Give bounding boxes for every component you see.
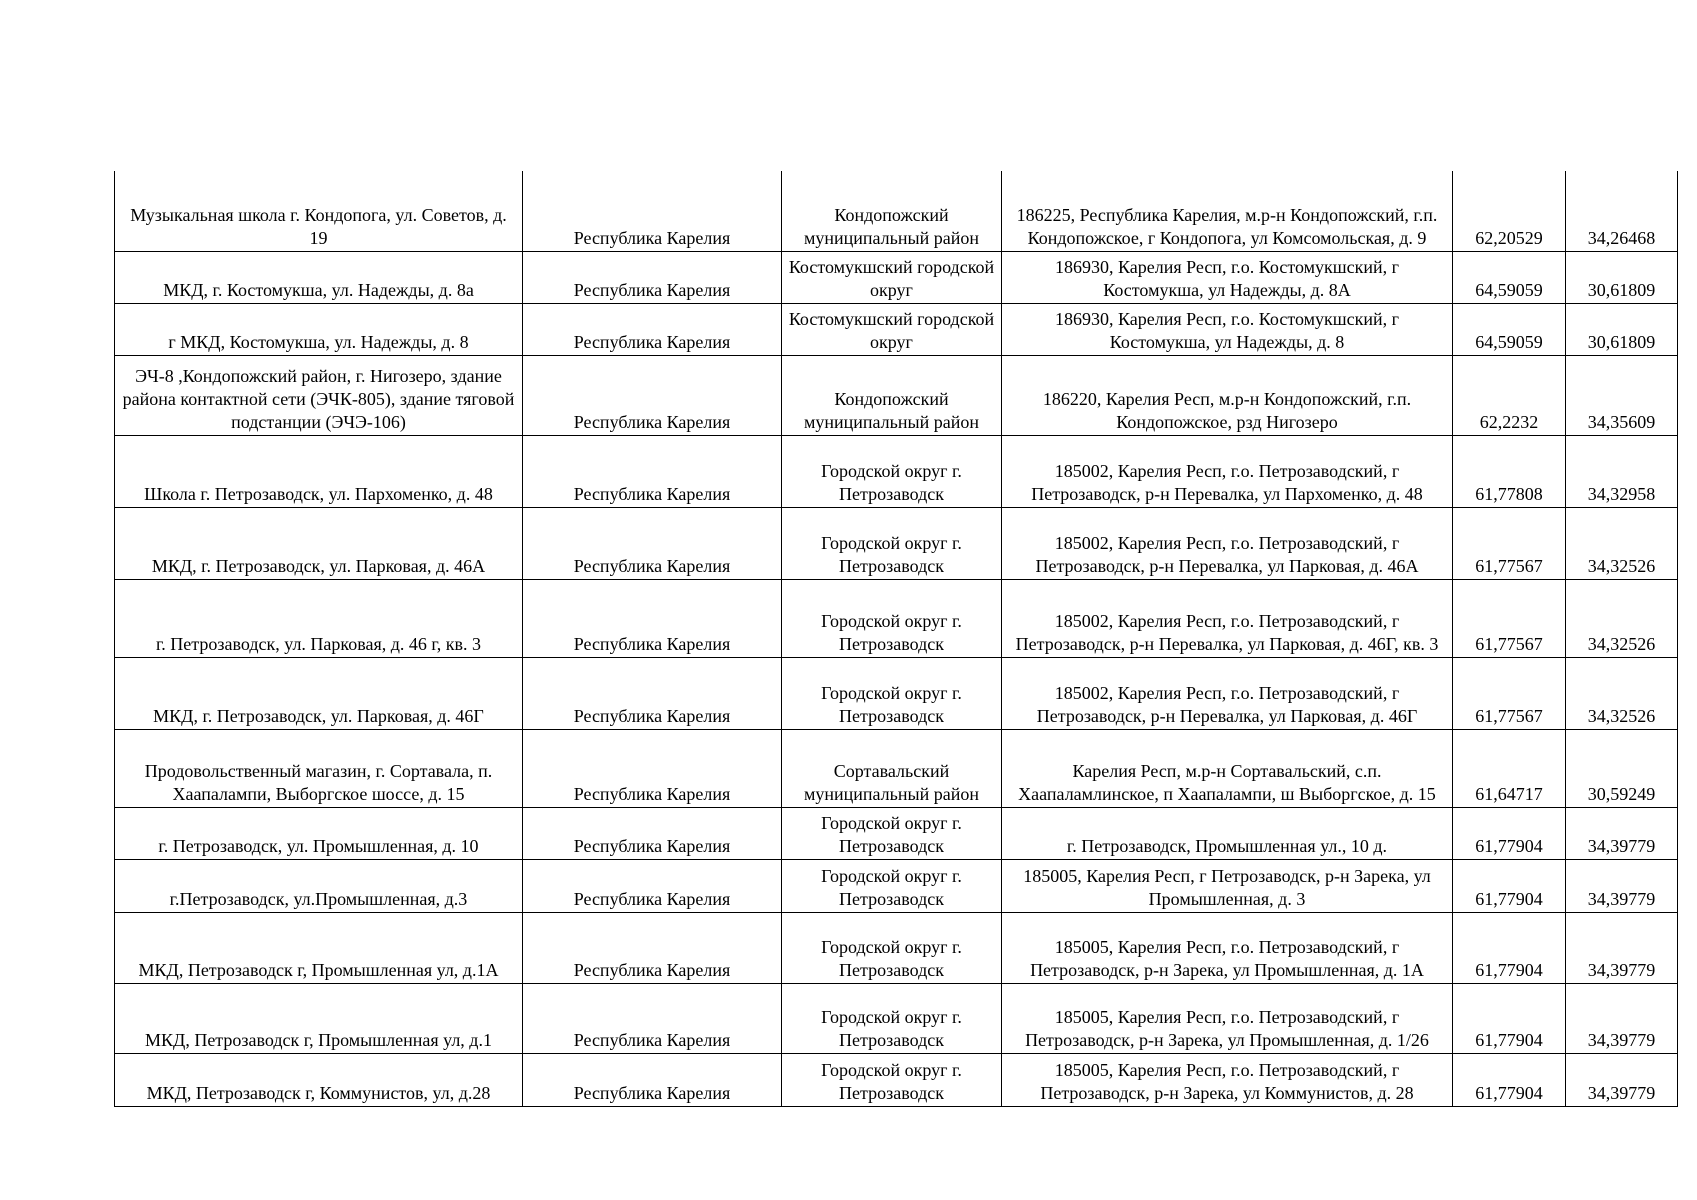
address-cell: 185005, Карелия Респ, г.о. Петрозаводский, г Петрозаводск, р-н Зарека, ул Промышленная, д. 1А — [1002, 912, 1453, 983]
longitude-cell: 34,26468 — [1566, 171, 1678, 251]
latitude-cell: 61,77904 — [1453, 807, 1566, 859]
longitude-cell: 34,39779 — [1566, 1053, 1678, 1106]
region-cell: Республика Карелия — [523, 1053, 782, 1106]
address-cell: 185002, Карелия Респ, г.о. Петрозаводский, г Петрозаводск, р-н Перевалка, ул Парковая, д. 46Г, кв. 3 — [1002, 579, 1453, 657]
address-cell: 185005, Карелия Респ, г Петрозаводск, р-н Зарека, ул Промышленная, д. 3 — [1002, 859, 1453, 912]
longitude-cell: 30,59249 — [1566, 729, 1678, 807]
region-cell: Республика Карелия — [523, 303, 782, 355]
latitude-cell: 64,59059 — [1453, 251, 1566, 303]
district-cell: Городской округ г. Петрозаводск — [782, 807, 1002, 859]
district-cell: Кондопожский муниципальный район — [782, 355, 1002, 435]
object-name-cell: МКД, Петрозаводск г, Коммунистов, ул, д.28 — [115, 1053, 523, 1106]
address-cell: 186930, Карелия Респ, г.о. Костомукшский, г Костомукша, ул Надежды, д. 8 — [1002, 303, 1453, 355]
object-name-cell: МКД, г. Костомукша, ул. Надежды, д. 8а — [115, 251, 523, 303]
longitude-cell: 34,35609 — [1566, 355, 1678, 435]
longitude-cell: 34,32526 — [1566, 579, 1678, 657]
longitude-cell: 34,39779 — [1566, 983, 1678, 1053]
latitude-cell: 61,77904 — [1453, 1053, 1566, 1106]
district-cell: Городской округ г. Петрозаводск — [782, 859, 1002, 912]
district-cell: Костомукшский городской округ — [782, 251, 1002, 303]
address-cell: 186220, Карелия Респ, м.р-н Кондопожский, г.п. Кондопожское, рзд Нигозеро — [1002, 355, 1453, 435]
address-cell: 185005, Карелия Респ, г.о. Петрозаводский, г Петрозаводск, р-н Зарека, ул Коммунистов, д. 28 — [1002, 1053, 1453, 1106]
region-cell: Республика Карелия — [523, 579, 782, 657]
latitude-cell: 61,77808 — [1453, 435, 1566, 507]
latitude-cell: 61,64717 — [1453, 729, 1566, 807]
object-name-cell: г.Петрозаводск, ул.Промышленная, д.3 — [115, 859, 523, 912]
district-cell: Кондопожский муниципальный район — [782, 171, 1002, 251]
region-cell: Республика Карелия — [523, 171, 782, 251]
object-name-cell: МКД, Петрозаводск г, Промышленная ул, д.1 — [115, 983, 523, 1053]
district-cell: Городской округ г. Петрозаводск — [782, 579, 1002, 657]
latitude-cell: 64,59059 — [1453, 303, 1566, 355]
table-row — [115, 435, 1678, 507]
address-cell: 186930, Карелия Респ, г.о. Костомукшский, г Костомукша, ул Надежды, д. 8А — [1002, 251, 1453, 303]
object-name-cell: г. Петрозаводск, ул. Промышленная, д. 10 — [115, 807, 523, 859]
table-row — [115, 657, 1678, 729]
latitude-cell: 61,77904 — [1453, 912, 1566, 983]
object-name-cell: МКД, г. Петрозаводск, ул. Парковая, д. 46А — [115, 507, 523, 579]
region-cell: Республика Карелия — [523, 729, 782, 807]
district-cell: Городской округ г. Петрозаводск — [782, 435, 1002, 507]
longitude-cell: 34,39779 — [1566, 912, 1678, 983]
region-cell: Республика Карелия — [523, 912, 782, 983]
latitude-cell: 61,77567 — [1453, 579, 1566, 657]
table-row — [115, 983, 1678, 1053]
district-cell: Городской округ г. Петрозаводск — [782, 983, 1002, 1053]
object-name-cell: г. Петрозаводск, ул. Парковая, д. 46 г, кв. 3 — [115, 579, 523, 657]
latitude-cell: 61,77567 — [1453, 507, 1566, 579]
region-cell: Республика Карелия — [523, 807, 782, 859]
latitude-cell: 61,77567 — [1453, 657, 1566, 729]
district-cell: Городской округ г. Петрозаводск — [782, 507, 1002, 579]
region-cell: Республика Карелия — [523, 355, 782, 435]
table-row — [115, 729, 1678, 807]
address-cell: 186225, Республика Карелия, м.р-н Кондопожский, г.п. Кондопожское, г Кондопога, ул Комсомольская, д. 9 — [1002, 171, 1453, 251]
table-row — [115, 912, 1678, 983]
longitude-cell: 34,32526 — [1566, 657, 1678, 729]
object-name-cell: г МКД, Костомукша, ул. Надежды, д. 8 — [115, 303, 523, 355]
address-cell: 185002, Карелия Респ, г.о. Петрозаводский, г Петрозаводск, р-н Перевалка, ул Пархоменко, д. 48 — [1002, 435, 1453, 507]
table-row — [115, 355, 1678, 435]
latitude-cell: 62,20529 — [1453, 171, 1566, 251]
table-row — [115, 251, 1678, 303]
region-cell: Республика Карелия — [523, 435, 782, 507]
latitude-cell: 61,77904 — [1453, 859, 1566, 912]
region-cell: Республика Карелия — [523, 251, 782, 303]
address-cell: 185005, Карелия Респ, г.о. Петрозаводский, г Петрозаводск, р-н Зарека, ул Промышленная, д. 1/26 — [1002, 983, 1453, 1053]
table-row — [115, 507, 1678, 579]
district-cell: Городской округ г. Петрозаводск — [782, 1053, 1002, 1106]
longitude-cell: 34,32526 — [1566, 507, 1678, 579]
table-row — [115, 579, 1678, 657]
table-row — [115, 171, 1678, 251]
longitude-cell: 30,61809 — [1566, 303, 1678, 355]
object-name-cell: Продовольственный магазин, г. Сортавала, п. Хаапалампи, Выборгское шоссе, д. 15 — [115, 729, 523, 807]
district-cell: Сортавальский муниципальный район — [782, 729, 1002, 807]
address-cell: г. Петрозаводск, Промышленная ул., 10 д. — [1002, 807, 1453, 859]
object-name-cell: Музыкальная школа г. Кондопога, ул. Советов, д. 19 — [115, 171, 523, 251]
latitude-cell: 62,2232 — [1453, 355, 1566, 435]
region-cell: Республика Карелия — [523, 859, 782, 912]
object-name-cell: ЭЧ-8 ,Кондопожский район, г. Нигозеро, здание района контактной сети (ЭЧК-805), здание тяговой подстанции (ЭЧЭ-106) — [115, 355, 523, 435]
object-name-cell: Школа г. Петрозаводск, ул. Пархоменко, д. 48 — [115, 435, 523, 507]
region-cell: Республика Карелия — [523, 657, 782, 729]
table-row — [115, 859, 1678, 912]
district-cell: Городской округ г. Петрозаводск — [782, 657, 1002, 729]
latitude-cell: 61,77904 — [1453, 983, 1566, 1053]
address-cell: Карелия Респ, м.р-н Сортавальский, с.п. Хаапаламлинское, п Хаапалампи, ш Выборгское, д. 15 — [1002, 729, 1453, 807]
region-cell: Республика Карелия — [523, 507, 782, 579]
district-cell: Городской округ г. Петрозаводск — [782, 912, 1002, 983]
longitude-cell: 34,39779 — [1566, 859, 1678, 912]
longitude-cell: 34,39779 — [1566, 807, 1678, 859]
table-row — [115, 1053, 1678, 1106]
region-cell: Республика Карелия — [523, 983, 782, 1053]
address-cell: 185002, Карелия Респ, г.о. Петрозаводский, г Петрозаводск, р-н Перевалка, ул Парковая, д. 46Г — [1002, 657, 1453, 729]
table-row — [115, 303, 1678, 355]
data-table — [114, 171, 1678, 1107]
longitude-cell: 30,61809 — [1566, 251, 1678, 303]
object-name-cell: МКД, г. Петрозаводск, ул. Парковая, д. 46Г — [115, 657, 523, 729]
address-cell: 185002, Карелия Респ, г.о. Петрозаводский, г Петрозаводск, р-н Перевалка, ул Парковая, д. 46А — [1002, 507, 1453, 579]
object-name-cell: МКД, Петрозаводск г, Промышленная ул, д.1А — [115, 912, 523, 983]
table-row — [115, 807, 1678, 859]
longitude-cell: 34,32958 — [1566, 435, 1678, 507]
district-cell: Костомукшский городской округ — [782, 303, 1002, 355]
